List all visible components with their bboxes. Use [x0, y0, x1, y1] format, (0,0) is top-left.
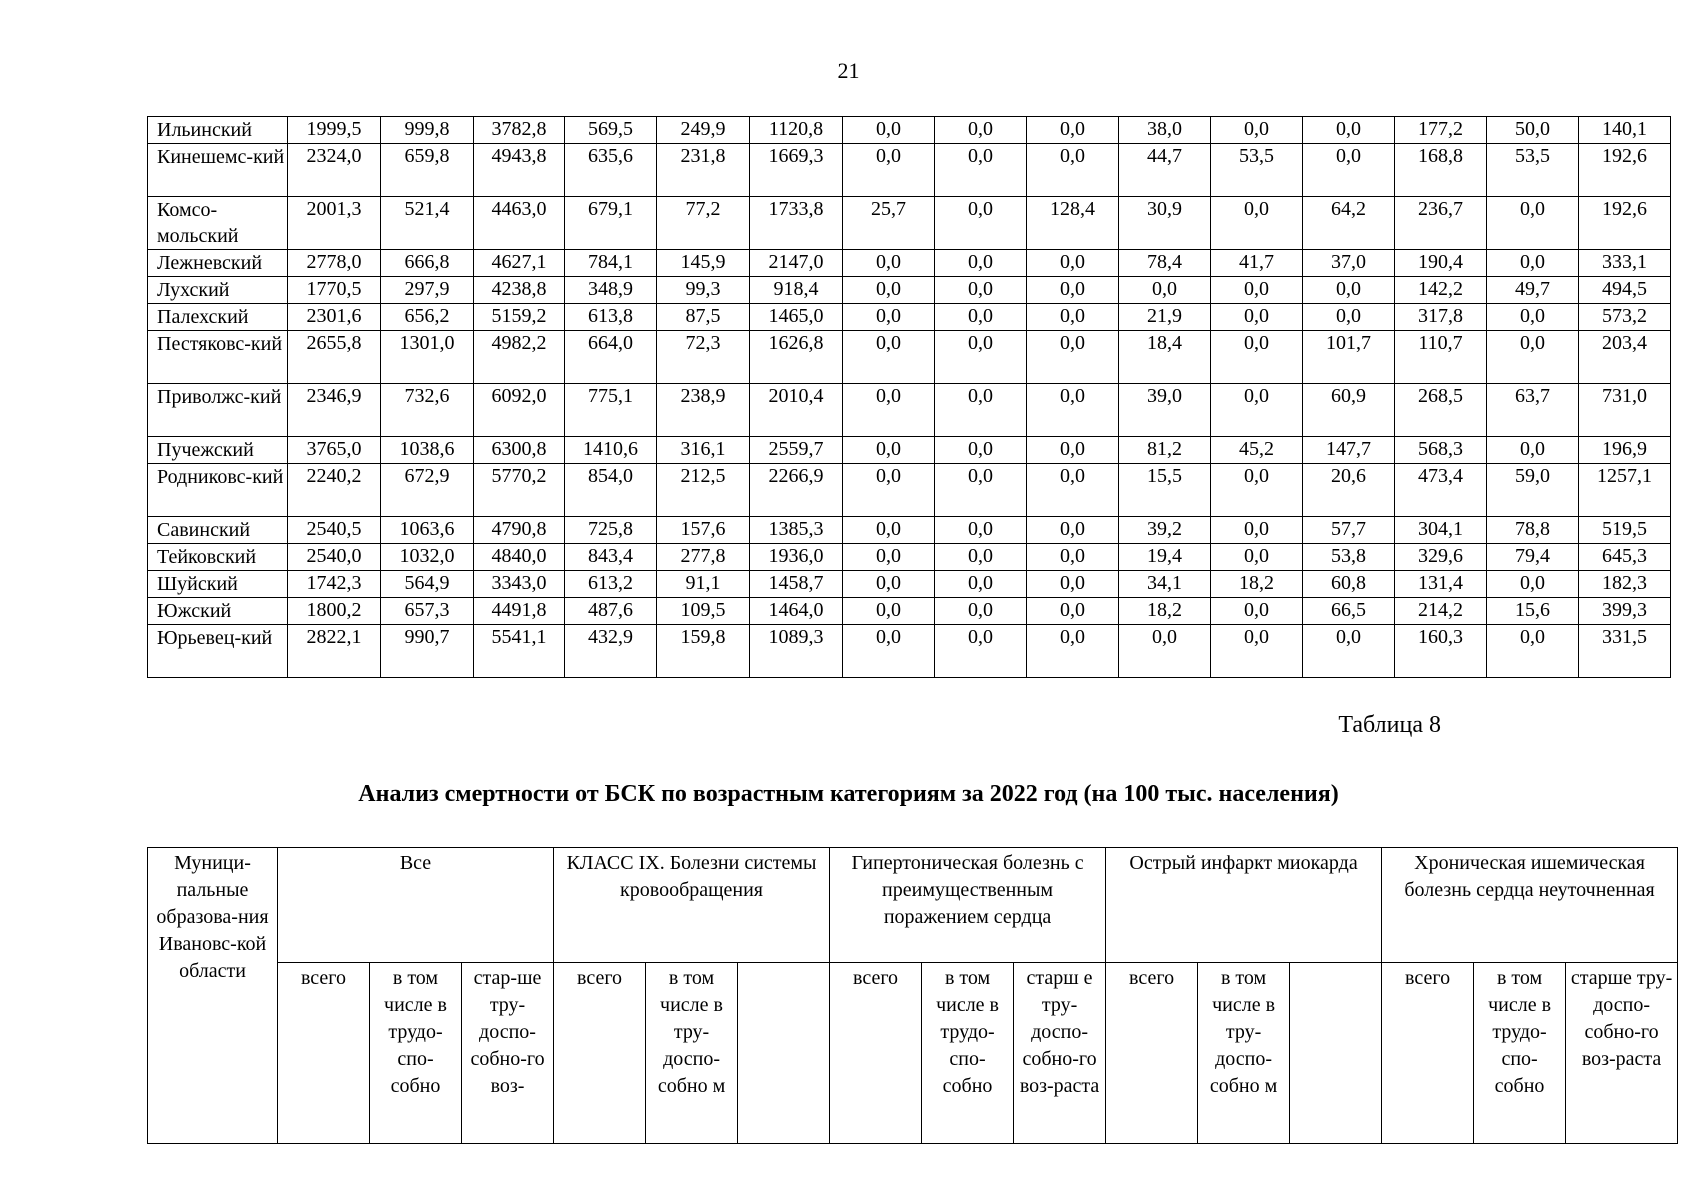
table-cell: 0,0	[1027, 277, 1119, 304]
subheader-working-age: в том числе в тру-доспо-собно м	[646, 963, 738, 1144]
subheader-total: всего	[1106, 963, 1198, 1144]
table-cell: 1089,3	[750, 625, 843, 678]
table-cell: 0,0	[1211, 464, 1303, 517]
table-cell: 0,0	[843, 437, 935, 464]
table-cell: 0,0	[1027, 571, 1119, 598]
table-cell: 1626,8	[750, 331, 843, 384]
table-cell: 0,0	[1303, 304, 1395, 331]
table-cell: 0,0	[935, 464, 1027, 517]
table-cell: 664,0	[565, 331, 657, 384]
table-cell: 399,3	[1579, 598, 1671, 625]
table-cell: 5541,1	[474, 625, 565, 678]
table-cell: 4790,8	[474, 517, 565, 544]
table-cell: 192,6	[1579, 144, 1671, 197]
table-cell: 564,9	[381, 571, 474, 598]
table-cell: 1733,8	[750, 197, 843, 250]
table-cell: 50,0	[1487, 117, 1579, 144]
table-cell: 109,5	[657, 598, 750, 625]
table-cell: 0,0	[935, 437, 1027, 464]
table-cell: 0,0	[1027, 304, 1119, 331]
table-cell: 0,0	[843, 517, 935, 544]
table-cell: 59,0	[1487, 464, 1579, 517]
table-cell: 297,9	[381, 277, 474, 304]
municipality-name: Тейковский	[148, 544, 288, 571]
table-cell: 316,1	[657, 437, 750, 464]
table-cell: 0,0	[1211, 517, 1303, 544]
table-cell: 157,6	[657, 517, 750, 544]
table-cell: 110,7	[1395, 331, 1487, 384]
municipality-name: Ильинский	[148, 117, 288, 144]
table-cell: 15,5	[1119, 464, 1211, 517]
subheader-working-age: в том числе в трудо-спо-собно	[922, 963, 1014, 1144]
table-cell: 0,0	[1303, 117, 1395, 144]
table-cell: 81,2	[1119, 437, 1211, 464]
table-cell: 238,9	[657, 384, 750, 437]
table-cell: 0,0	[1211, 598, 1303, 625]
table-cell: 0,0	[1487, 304, 1579, 331]
table-cell: 18,2	[1211, 571, 1303, 598]
table-cell: 521,4	[381, 197, 474, 250]
table-cell: 19,4	[1119, 544, 1211, 571]
table-cell: 0,0	[935, 304, 1027, 331]
table-cell: 38,0	[1119, 117, 1211, 144]
subheader-total: всего	[554, 963, 646, 1144]
table-row	[148, 598, 1671, 625]
table-cell: 317,8	[1395, 304, 1487, 331]
table-cell: 0,0	[1027, 625, 1119, 678]
table-cell: 990,7	[381, 625, 474, 678]
table-cell: 0,0	[843, 384, 935, 437]
subheader-working-age: в том числе в тру-доспо-собно м	[1198, 963, 1290, 1144]
table-cell: 0,0	[935, 517, 1027, 544]
table-cell: 79,4	[1487, 544, 1579, 571]
table-cell: 613,8	[565, 304, 657, 331]
table-cell: 268,5	[1395, 384, 1487, 437]
municipality-name: Южский	[148, 598, 288, 625]
table-cell: 57,7	[1303, 517, 1395, 544]
table-row	[148, 304, 1671, 331]
table-cell: 203,4	[1579, 331, 1671, 384]
table-cell: 329,6	[1395, 544, 1487, 571]
table-cell: 635,6	[565, 144, 657, 197]
subheader-working-age: в том числе в трудо-спо-собно	[1474, 963, 1566, 1144]
table-cell: 0,0	[843, 117, 935, 144]
table-cell: 1742,3	[288, 571, 381, 598]
municipality-name: Шуйский	[148, 571, 288, 598]
table-row	[148, 517, 1671, 544]
table-cell: 569,5	[565, 117, 657, 144]
table-cell: 0,0	[843, 144, 935, 197]
table-cell: 0,0	[1027, 384, 1119, 437]
table-cell: 45,2	[1211, 437, 1303, 464]
table-cell: 72,3	[657, 331, 750, 384]
table-cell: 4840,0	[474, 544, 565, 571]
table-cell: 0,0	[1211, 197, 1303, 250]
table-cell: 0,0	[1027, 544, 1119, 571]
table-cell: 30,9	[1119, 197, 1211, 250]
table-cell: 0,0	[1027, 464, 1119, 517]
table-cell: 999,8	[381, 117, 474, 144]
table-cell: 732,6	[381, 384, 474, 437]
table-cell: 4491,8	[474, 598, 565, 625]
subheader-over-working-age	[1290, 963, 1382, 1144]
table-cell: 0,0	[1027, 117, 1119, 144]
table-cell: 212,5	[657, 464, 750, 517]
table-row	[148, 544, 1671, 571]
table-cell: 487,6	[565, 598, 657, 625]
table-cell: 192,6	[1579, 197, 1671, 250]
table-cell: 0,0	[843, 250, 935, 277]
table-cell: 0,0	[1119, 277, 1211, 304]
table-cell: 131,4	[1395, 571, 1487, 598]
table-cell: 348,9	[565, 277, 657, 304]
table-8	[147, 847, 1678, 1144]
table-cell: 843,4	[565, 544, 657, 571]
table-cell: 6092,0	[474, 384, 565, 437]
table-cell: 60,8	[1303, 571, 1395, 598]
table-cell: 15,6	[1487, 598, 1579, 625]
table-cell: 0,0	[935, 571, 1027, 598]
table-cell: 657,3	[381, 598, 474, 625]
table-cell: 1032,0	[381, 544, 474, 571]
table-cell: 0,0	[1487, 197, 1579, 250]
header-group-infarction: Острый инфаркт миокарда	[1106, 848, 1382, 963]
table-cell: 101,7	[1303, 331, 1395, 384]
table-cell: 0,0	[1211, 331, 1303, 384]
table-cell: 1063,6	[381, 517, 474, 544]
table-cell: 18,4	[1119, 331, 1211, 384]
table-cell: 182,3	[1579, 571, 1671, 598]
table-cell: 2822,1	[288, 625, 381, 678]
table-cell: 0,0	[935, 197, 1027, 250]
table-cell: 0,0	[1303, 625, 1395, 678]
header-group-class-ix: КЛАСС IX. Болезни системы кровообращения	[554, 848, 830, 963]
table-cell: 1770,5	[288, 277, 381, 304]
table-cell: 20,6	[1303, 464, 1395, 517]
table-cell: 2778,0	[288, 250, 381, 277]
table-cell: 0,0	[1211, 277, 1303, 304]
table-cell: 0,0	[843, 464, 935, 517]
table-cell: 1464,0	[750, 598, 843, 625]
table-cell: 0,0	[1027, 598, 1119, 625]
table-cell: 0,0	[1487, 571, 1579, 598]
table-cell: 140,1	[1579, 117, 1671, 144]
table-cell: 784,1	[565, 250, 657, 277]
table-cell: 0,0	[843, 277, 935, 304]
table-cell: 645,3	[1579, 544, 1671, 571]
table-cell: 231,8	[657, 144, 750, 197]
table-cell: 87,5	[657, 304, 750, 331]
table-cell: 1458,7	[750, 571, 843, 598]
table-cell: 0,0	[1211, 625, 1303, 678]
table-label: Таблица 8	[1338, 712, 1441, 738]
table-cell: 0,0	[843, 598, 935, 625]
header-group-hypertensive: Гипертоническая болезнь с преимущественным поражением сердца	[830, 848, 1106, 963]
table-cell: 0,0	[935, 331, 1027, 384]
table-cell: 142,2	[1395, 277, 1487, 304]
table-cell: 613,2	[565, 571, 657, 598]
municipality-name: Палехский	[148, 304, 288, 331]
table-cell: 18,2	[1119, 598, 1211, 625]
municipality-name: Лухский	[148, 277, 288, 304]
subheader-working-age: в том числе в трудо-спо-собно	[370, 963, 462, 1144]
table-row	[148, 250, 1671, 277]
table-cell: 2540,5	[288, 517, 381, 544]
table-cell: 473,4	[1395, 464, 1487, 517]
table-row	[148, 571, 1671, 598]
table-cell: 1800,2	[288, 598, 381, 625]
municipality-name: Приволжс-кий	[148, 384, 288, 437]
table-cell: 249,9	[657, 117, 750, 144]
table-row	[148, 625, 1671, 678]
table-cell: 731,0	[1579, 384, 1671, 437]
table-cell: 1385,3	[750, 517, 843, 544]
table-cell: 4238,8	[474, 277, 565, 304]
table-row	[148, 144, 1671, 197]
table-row	[148, 277, 1671, 304]
table-cell: 1120,8	[750, 117, 843, 144]
header-group-all: Все	[278, 848, 554, 963]
municipality-name: Юрьевец-кий	[148, 625, 288, 678]
table-cell: 159,8	[657, 625, 750, 678]
table-cell: 2540,0	[288, 544, 381, 571]
table-row	[148, 437, 1671, 464]
table-cell: 0,0	[843, 304, 935, 331]
table-cell: 0,0	[1211, 117, 1303, 144]
table-cell: 2001,3	[288, 197, 381, 250]
table-cell: 0,0	[1027, 250, 1119, 277]
table-cell: 39,2	[1119, 517, 1211, 544]
table-cell: 0,0	[843, 544, 935, 571]
table-cell: 656,2	[381, 304, 474, 331]
table-cell: 5159,2	[474, 304, 565, 331]
data-table-continued	[147, 116, 1671, 678]
table-row	[148, 331, 1671, 384]
table-cell: 1257,1	[1579, 464, 1671, 517]
table-cell: 2147,0	[750, 250, 843, 277]
table-cell: 0,0	[1487, 625, 1579, 678]
table-cell: 0,0	[1303, 277, 1395, 304]
municipality-name: Кинешемс-кий	[148, 144, 288, 197]
table-cell: 331,5	[1579, 625, 1671, 678]
table-cell: 3765,0	[288, 437, 381, 464]
table-cell: 4982,2	[474, 331, 565, 384]
subheader-total: всего	[830, 963, 922, 1144]
table-cell: 0,0	[843, 571, 935, 598]
subheader-total: всего	[278, 963, 370, 1144]
table-cell: 659,8	[381, 144, 474, 197]
table-cell: 0,0	[1211, 544, 1303, 571]
table-cell: 1038,6	[381, 437, 474, 464]
table-cell: 0,0	[1303, 144, 1395, 197]
table-cell: 494,5	[1579, 277, 1671, 304]
table-cell: 25,7	[843, 197, 935, 250]
table-cell: 2559,7	[750, 437, 843, 464]
table-cell: 333,1	[1579, 250, 1671, 277]
table-cell: 39,0	[1119, 384, 1211, 437]
table-cell: 1669,3	[750, 144, 843, 197]
table-cell: 236,7	[1395, 197, 1487, 250]
table-cell: 2240,2	[288, 464, 381, 517]
table-cell: 3343,0	[474, 571, 565, 598]
table-cell: 0,0	[1027, 144, 1119, 197]
municipality-name: Лежневский	[148, 250, 288, 277]
header-group-chronic-ischemic: Хроническая ишемическая болезнь сердца неуточненная	[1382, 848, 1678, 963]
table-cell: 0,0	[843, 625, 935, 678]
table-cell: 4463,0	[474, 197, 565, 250]
table-cell: 37,0	[1303, 250, 1395, 277]
table-cell: 41,7	[1211, 250, 1303, 277]
table-cell: 672,9	[381, 464, 474, 517]
municipality-name: Савинский	[148, 517, 288, 544]
table-cell: 0,0	[843, 331, 935, 384]
table-cell: 666,8	[381, 250, 474, 277]
table-cell: 1301,0	[381, 331, 474, 384]
table-cell: 99,3	[657, 277, 750, 304]
table-cell: 0,0	[935, 277, 1027, 304]
table-cell: 0,0	[1211, 384, 1303, 437]
table-cell: 2266,9	[750, 464, 843, 517]
table-row	[148, 384, 1671, 437]
header-municipality: Муници-пальные образова-ния Ивановс-кой области	[148, 848, 278, 1144]
table-cell: 918,4	[750, 277, 843, 304]
table-cell: 2324,0	[288, 144, 381, 197]
subheader-over-working-age: старше тру-доспо-собно-го воз-раста	[1566, 963, 1678, 1144]
table-cell: 3782,8	[474, 117, 565, 144]
table-cell: 6300,8	[474, 437, 565, 464]
table-cell: 0,0	[935, 544, 1027, 571]
table-cell: 0,0	[1027, 517, 1119, 544]
table-cell: 160,3	[1395, 625, 1487, 678]
table-cell: 304,1	[1395, 517, 1487, 544]
table-cell: 196,9	[1579, 437, 1671, 464]
table-cell: 1465,0	[750, 304, 843, 331]
table-cell: 1999,5	[288, 117, 381, 144]
table-cell: 63,7	[1487, 384, 1579, 437]
subheader-over-working-age	[738, 963, 830, 1144]
table-cell: 147,7	[1303, 437, 1395, 464]
table-cell: 0,0	[1119, 625, 1211, 678]
table-cell: 1410,6	[565, 437, 657, 464]
municipality-name: Родниковс-кий	[148, 464, 288, 517]
subheader-over-working-age: стар-ше тру-доспо-собно-го воз-	[462, 963, 554, 1144]
table-cell: 0,0	[1027, 437, 1119, 464]
table-cell: 145,9	[657, 250, 750, 277]
table-cell: 0,0	[935, 598, 1027, 625]
table-cell: 0,0	[1487, 250, 1579, 277]
table-cell: 277,8	[657, 544, 750, 571]
table-row	[148, 197, 1671, 250]
table-cell: 2346,9	[288, 384, 381, 437]
table-cell: 53,5	[1487, 144, 1579, 197]
table-cell: 2655,8	[288, 331, 381, 384]
table-cell: 775,1	[565, 384, 657, 437]
table-cell: 5770,2	[474, 464, 565, 517]
table-row	[148, 117, 1671, 144]
table-cell: 64,2	[1303, 197, 1395, 250]
table-cell: 91,1	[657, 571, 750, 598]
table-cell: 78,8	[1487, 517, 1579, 544]
table-cell: 568,3	[1395, 437, 1487, 464]
table-cell: 177,2	[1395, 117, 1487, 144]
table-cell: 0,0	[935, 625, 1027, 678]
table-cell: 53,8	[1303, 544, 1395, 571]
municipality-name: Пучежский	[148, 437, 288, 464]
table-cell: 190,4	[1395, 250, 1487, 277]
table-cell: 0,0	[935, 144, 1027, 197]
table-cell: 0,0	[1027, 331, 1119, 384]
table-cell: 44,7	[1119, 144, 1211, 197]
table-cell: 60,9	[1303, 384, 1395, 437]
page-number: 21	[837, 58, 860, 83]
table-cell: 128,4	[1027, 197, 1119, 250]
table-cell: 0,0	[1211, 304, 1303, 331]
table-cell: 77,2	[657, 197, 750, 250]
table-cell: 34,1	[1119, 571, 1211, 598]
table-cell: 2301,6	[288, 304, 381, 331]
table-cell: 854,0	[565, 464, 657, 517]
table-cell: 432,9	[565, 625, 657, 678]
table-cell: 49,7	[1487, 277, 1579, 304]
table-cell: 1936,0	[750, 544, 843, 571]
table-cell: 679,1	[565, 197, 657, 250]
table-cell: 0,0	[1487, 437, 1579, 464]
table-cell: 0,0	[935, 117, 1027, 144]
subheader-total: всего	[1382, 963, 1474, 1144]
table-cell: 21,9	[1119, 304, 1211, 331]
table-cell: 4943,8	[474, 144, 565, 197]
table-cell: 66,5	[1303, 598, 1395, 625]
table-cell: 573,2	[1579, 304, 1671, 331]
table-cell: 214,2	[1395, 598, 1487, 625]
table-cell: 2010,4	[750, 384, 843, 437]
table-cell: 0,0	[935, 250, 1027, 277]
municipality-name: Комсо-мольский	[148, 197, 288, 250]
table-cell: 0,0	[935, 384, 1027, 437]
table-row	[148, 464, 1671, 517]
table-cell: 53,5	[1211, 144, 1303, 197]
table-cell: 4627,1	[474, 250, 565, 277]
table-title: Анализ смертности от БСК по возрастным категориям за 2022 год (на 100 тыс. населения)	[358, 781, 1339, 807]
municipality-name: Пестяковс-кий	[148, 331, 288, 384]
table-cell: 0,0	[1487, 331, 1579, 384]
table-cell: 725,8	[565, 517, 657, 544]
subheader-over-working-age: старш е тру-доспо-собно-го воз-раста	[1014, 963, 1106, 1144]
table-cell: 78,4	[1119, 250, 1211, 277]
table-cell: 519,5	[1579, 517, 1671, 544]
table-cell: 168,8	[1395, 144, 1487, 197]
